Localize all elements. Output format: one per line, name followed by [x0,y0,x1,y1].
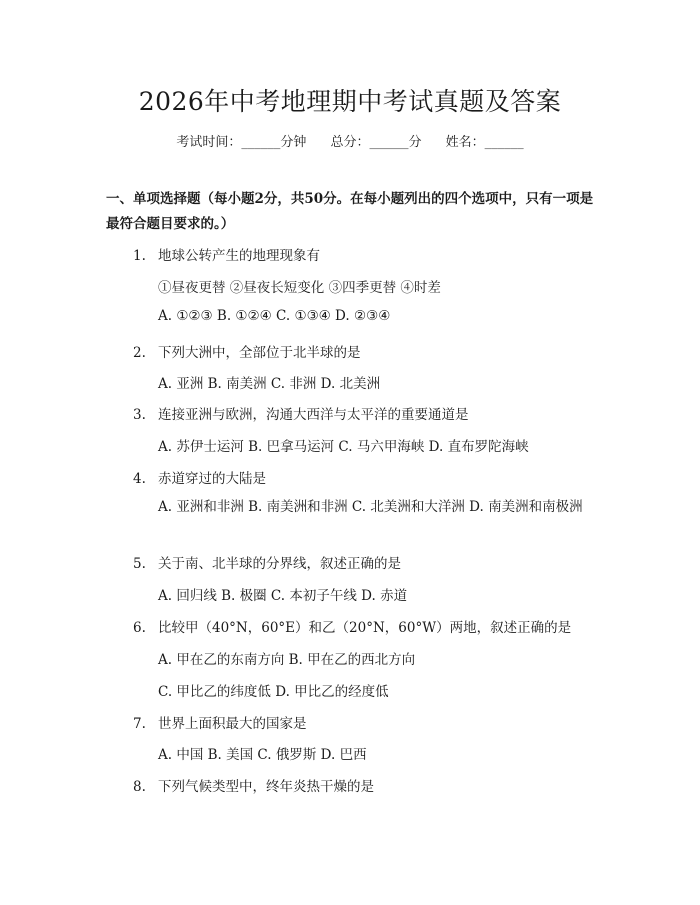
question-number: 4. [133,471,146,487]
exam-time-field: 考试时间：______分钟 [176,135,307,150]
question-number: 8. [133,779,146,795]
question-stem: 下列气候类型中，终年炎热干燥的是 [158,779,374,795]
question-8 [133,775,374,795]
question-6-options-ab: A. 甲在乙的东南方向 B. 甲在乙的西北方向 [158,652,416,668]
question-2 [133,341,361,361]
question-stem: 关于南、北半球的分界线，叙述正确的是 [158,556,401,572]
student-name-field: 姓名：______ [445,135,524,150]
total-score-field: 总分：______分 [330,135,422,150]
question-stem: 世界上面积最大的国家是 [158,716,307,732]
question-5-options: A. 回归线 B. 极圈 C. 本初子午线 D. 赤道 [158,588,408,604]
exam-info-line [0,131,700,150]
question-number: 2. [133,345,146,361]
question-1 [133,244,320,264]
question-stem: 连接亚洲与欧洲，沟通大西洋与太平洋的重要通道是 [158,407,469,423]
question-5 [133,552,401,572]
question-number: 6. [133,620,146,636]
question-1-options: A. ①②③ B. ①②④ C. ①③④ D. ②③④ [158,308,391,324]
question-stem: 比较甲（40°N，60°E）和乙（20°N，60°W）两地，叙述正确的是 [158,620,572,636]
question-stem: 地球公转产生的地理现象有 [158,248,320,264]
question-2-options: A. 亚洲 B. 南美洲 C. 非洲 D. 北美洲 [158,376,381,392]
question-4 [133,467,266,487]
question-6-options-cd: C. 甲比乙的纬度低 D. 甲比乙的经度低 [158,684,389,700]
section-heading: 一、单项选择题（每小题2分，共50分。在每小题列出的四个选项中，只有一项是最符合题目要求的。） [106,191,594,232]
question-7-options: A. 中国 B. 美国 C. 俄罗斯 D. 巴西 [158,747,367,763]
question-number: 1. [133,248,146,264]
question-stem: 赤道穿过的大陆是 [158,471,266,487]
question-number: 5. [133,556,146,572]
question-4-options: A. 亚洲和非洲 B. 南美洲和非洲 C. 北美洲和大洋洲 D. 南美洲和南极洲 [158,499,583,515]
question-stem: 下列大洲中，全部位于北半球的是 [158,345,361,361]
question-number: 3. [133,407,146,423]
question-number: 7. [133,716,146,732]
page-title: 2026年中考地理期中考试真题及答案 [138,87,562,116]
question-1-statements: ①昼夜更替 ②昼夜长短变化 ③四季更替 ④时差 [158,280,441,296]
question-6 [133,616,571,636]
question-3 [133,403,469,423]
question-7 [133,712,307,732]
question-3-options: A. 苏伊士运河 B. 巴拿马运河 C. 马六甲海峡 D. 直布罗陀海峡 [158,439,529,455]
